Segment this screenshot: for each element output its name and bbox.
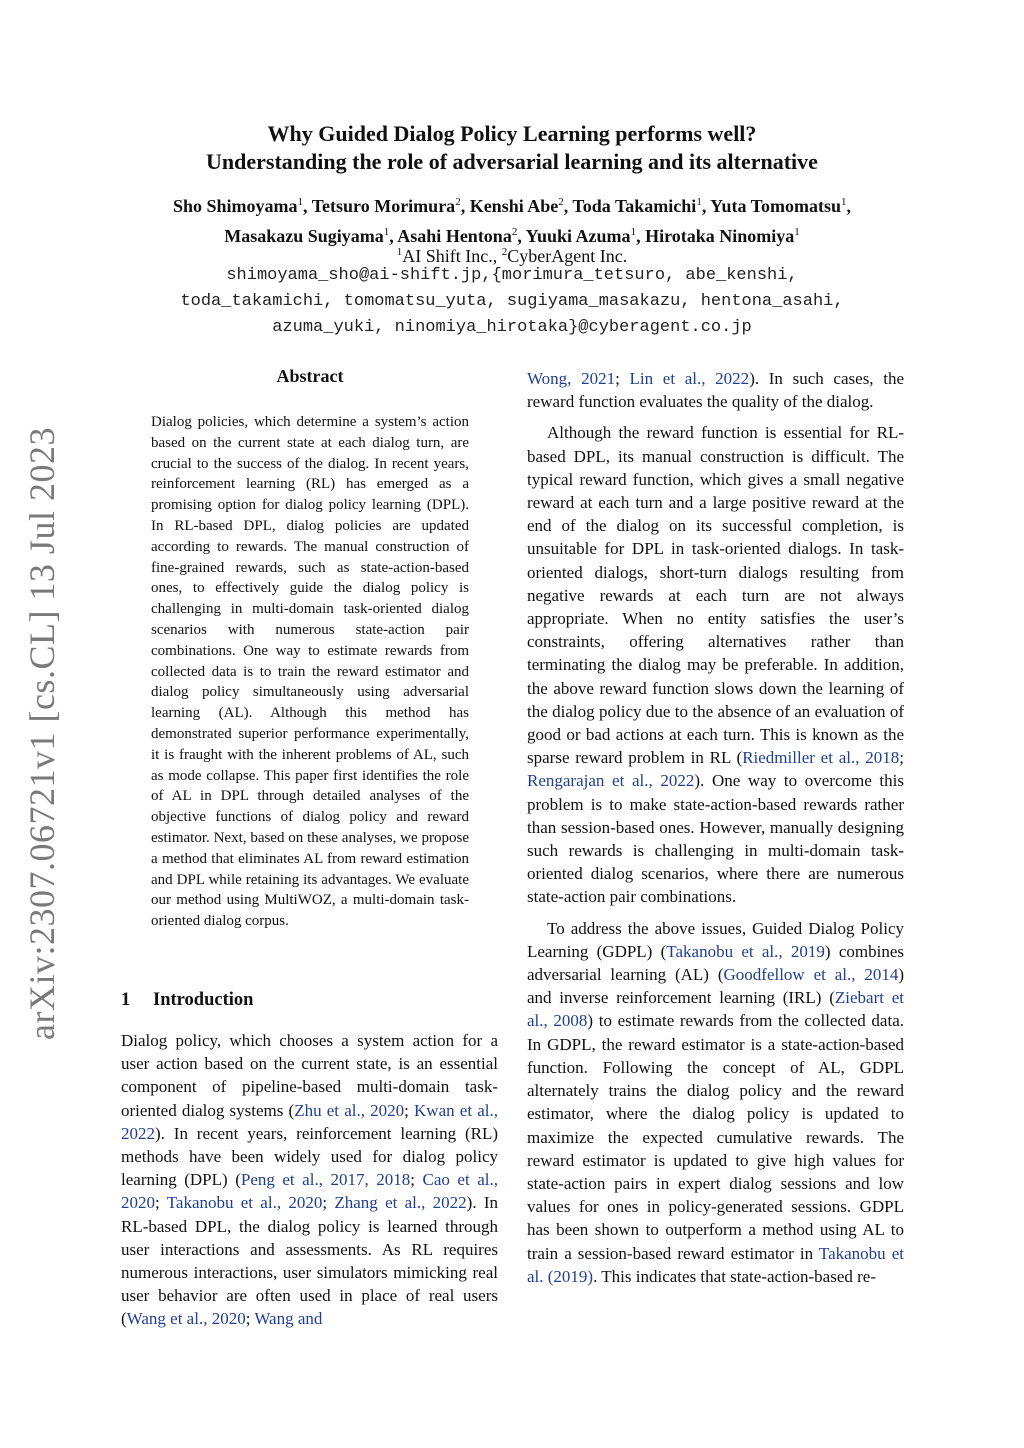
- affiliation-marker: 1: [396, 246, 403, 258]
- author-list: Sho Shimoyama$^1$, Tetsuro Morimura$^2$, Kenshi Abe$^2$, Toda Takamichi$^1$, Yuta Tomomatsu$^1$, Masakazu Sugiyama$^1$, Asahi Hentona$^2$, Yuuki Azuma$^1$, Hirotaka Ninomiya$^1$: [172, 196, 852, 246]
- citation-link[interactable]: Takanobu et al., 2020: [166, 1193, 323, 1213]
- paragraph: To address the above issues, Guided Dialog Policy Learning (GDPL) (Takanobu et al., 2019) combines adversarial learning (AL) (Goodfellow et al., 2014) and inverse reinforcement learning (IRL) (Ziebart et al., 2008) to estimate rewards from the collected data. In GDPL, the reward estimator is a state-action-based function. Following the concept of AL, GDPL alternately trains the dialog policy and the reward estimator, where the dialog policy is updated to maximize the expected cumulative rewards. The reward estimator is updated to give high values for state-action pairs in expert dialog sessions and low values for ones in policy-generated sessions. GDPL has been shown to outperform a method using AL to train a session-based reward estimator in Takanobu et al. (2019). This indicates that state-action-based re-: [527, 918, 904, 1286]
- section-number: 1: [121, 990, 131, 1010]
- affiliation-marker: 1: [794, 226, 800, 238]
- author-name: Tetsuro Morimura: [311, 196, 456, 216]
- right-column-body: [527, 367, 904, 1288]
- abstract-text: Dialog policies, which determine a system’s action based on the current state at each dialog turn, are crucial to the success of the dialog. In recent years, reinforcement learning (RL) has emerged as a promising option for dialog policy learning (DPL). In RL-based DPL, dialog policies are updated according to rewards. The manual construction of fine-grained rewards, such as state-action-based ones, to effectively guide the dialog policy is challenging in multi-domain task-oriented dialog scenarios with numerous state-action pair combinations. One way to estimate rewards from collected data is to train the reward estimator and dialog policy simultaneously using adversarial learning (AL). Although this method has demonstrated superior performance experimentally, it is fraught with the inherent problems of AL, such as mode collapse. This paper first identifies the role of AL in DPL through detailed analyses of the objective functions of dialog policy and reward estimator. Next, based on these analyses, we propose a method that eliminates AL from reward estimation and DPL while retaining its advantages. We evaluate our method using MultiWOZ, a multi-domain task-oriented dialog corpus.: [151, 414, 469, 930]
- author-name: Asahi Hentona: [397, 226, 512, 246]
- citation-link[interactable]: Wong, 2021: [527, 369, 616, 388]
- author-name: Yuuki Azuma: [525, 226, 631, 246]
- title-line-1: Why Guided Dialog Policy Learning performs well?: [267, 121, 757, 146]
- affiliation-marker: 2: [511, 226, 518, 238]
- email-line: azuma_yuki, ninomiya_hirotaka}@cyberagent.co.jp: [272, 318, 752, 337]
- affiliation-marker: 2: [501, 246, 508, 258]
- paragraph: Wong, 2021; Lin et al., 2022). In such cases, the reward function evaluates the quality of the dialog.: [527, 369, 904, 412]
- citation-link[interactable]: Goodfellow et al., 2014: [723, 965, 899, 985]
- affiliation-marker: 1: [297, 196, 303, 208]
- author-name: Sho Shimoyama: [172, 196, 298, 216]
- citation-link[interactable]: Wang and: [254, 1309, 323, 1329]
- affiliations: $^1$AI Shift Inc., $^2$CyberAgent Inc.: [396, 246, 628, 266]
- affiliation-marker: 2: [558, 196, 564, 208]
- citation-link[interactable]: Ziebart et al., 2008: [527, 988, 904, 1031]
- citation-link[interactable]: Kwan et al., 2022: [121, 1100, 498, 1143]
- citation-link[interactable]: Rengarajan et al., 2022: [527, 771, 695, 791]
- author-name: Hirotaka Ninomiya: [645, 226, 795, 246]
- citation-link[interactable]: Lin et al., 2022: [629, 369, 750, 388]
- paragraph: Although the reward function is essential for RL-based DPL, its manual construction is difficult. The typical reward function, which gives a small negative reward at each turn and a large positive reward at the end of the dialog on its successful completion, is unsuitable for DPL in task-oriented dialogs. In task-oriented dialogs, short-turn dialogs resulting from negative rewards at each turn are not always appropriate. When no entity satisfies the user’s constraints, offering alternatives rather than terminating the dialog may be preferable. In addition, the above reward function slows down the learning of the dialog policy due to the absence of an evaluation of good or bad actions at each turn. This is known as the sparse reward problem in RL (Riedmiller et al., 2018; Rengarajan et al., 2022). One way to overcome this problem is to make state-action-based rewards rather than session-based ones. However, manually designing such rewards is challenging in multi-domain task-oriented dialog scenarios, where there are numerous state-action pair combinations.: [527, 423, 904, 907]
- author-emails: [60, 263, 964, 341]
- citation-link[interactable]: Wang et al., 2020: [126, 1309, 246, 1329]
- affiliation-name: CyberAgent Inc.: [507, 246, 628, 266]
- citation-link[interactable]: Riedmiller et al., 2018: [742, 748, 900, 768]
- left-column-body: [121, 1029, 498, 1331]
- arxiv-identifier[interactable]: arXiv:2307.06721v1 [cs.CL] 13 Jul 2023: [22, 427, 62, 1040]
- paper-title: [100, 120, 924, 176]
- author-name: Yuta Tomomatsu: [710, 196, 842, 216]
- author-name: Toda Takamichi: [572, 196, 697, 216]
- citation-link[interactable]: Zhang et al., 2022: [334, 1193, 467, 1213]
- affiliation-marker: 1: [696, 196, 702, 208]
- title-line-2: Understanding the role of adversarial learning and its alternative: [206, 149, 818, 174]
- affiliation-marker: 1: [383, 226, 390, 238]
- section-title: Introduction: [153, 990, 254, 1010]
- affiliation-marker: 2: [455, 196, 461, 208]
- affiliation-name: AI Shift Inc.: [402, 246, 493, 266]
- author-name: Kenshi Abe: [469, 196, 559, 216]
- citation-link[interactable]: Peng et al., 2017, 2018: [240, 1170, 411, 1190]
- affiliation-marker: 1: [841, 196, 847, 208]
- citation-link[interactable]: Zhu et al., 2020: [294, 1100, 405, 1120]
- author-name: Masakazu Sugiyama: [224, 226, 384, 246]
- email-line: toda_takamichi, tomomatsu_yuta, sugiyama_masakazu, hentona_asahi,: [180, 292, 844, 311]
- affiliation-marker: 1: [630, 226, 637, 238]
- citation-link[interactable]: Cao et al., 2020: [121, 1170, 498, 1213]
- citation-link[interactable]: Takanobu et al. (2019): [527, 1243, 904, 1286]
- citation-link[interactable]: Takanobu et al., 2019: [666, 941, 825, 961]
- section-heading-introduction: [121, 990, 253, 1011]
- email-line: shimoyama_sho@ai-shift.jp,{morimura_tetsuro, abe_kenshi,: [226, 266, 798, 285]
- abstract-heading: Abstract: [276, 366, 344, 386]
- paragraph: Dialog policy, which chooses a system action for a user action based on the current state, is an essential component of pipeline-based multi-domain task-oriented dialog systems (Zhu et al., 2020; Kwan et al., 2022). In recent years, reinforcement learning (RL) methods have been widely used for dialog policy learning (DPL) (Peng et al., 2017, 2018; Cao et al., 2020; Takanobu et al., 2020; Zhang et al., 2022). In RL-based DPL, the dialog policy is learned through user interactions and assessments. As RL requires numerous interactions, user simulators mimicking real user behavior are often used in place of real users (Wang et al., 2020; Wang and: [121, 1031, 499, 1329]
